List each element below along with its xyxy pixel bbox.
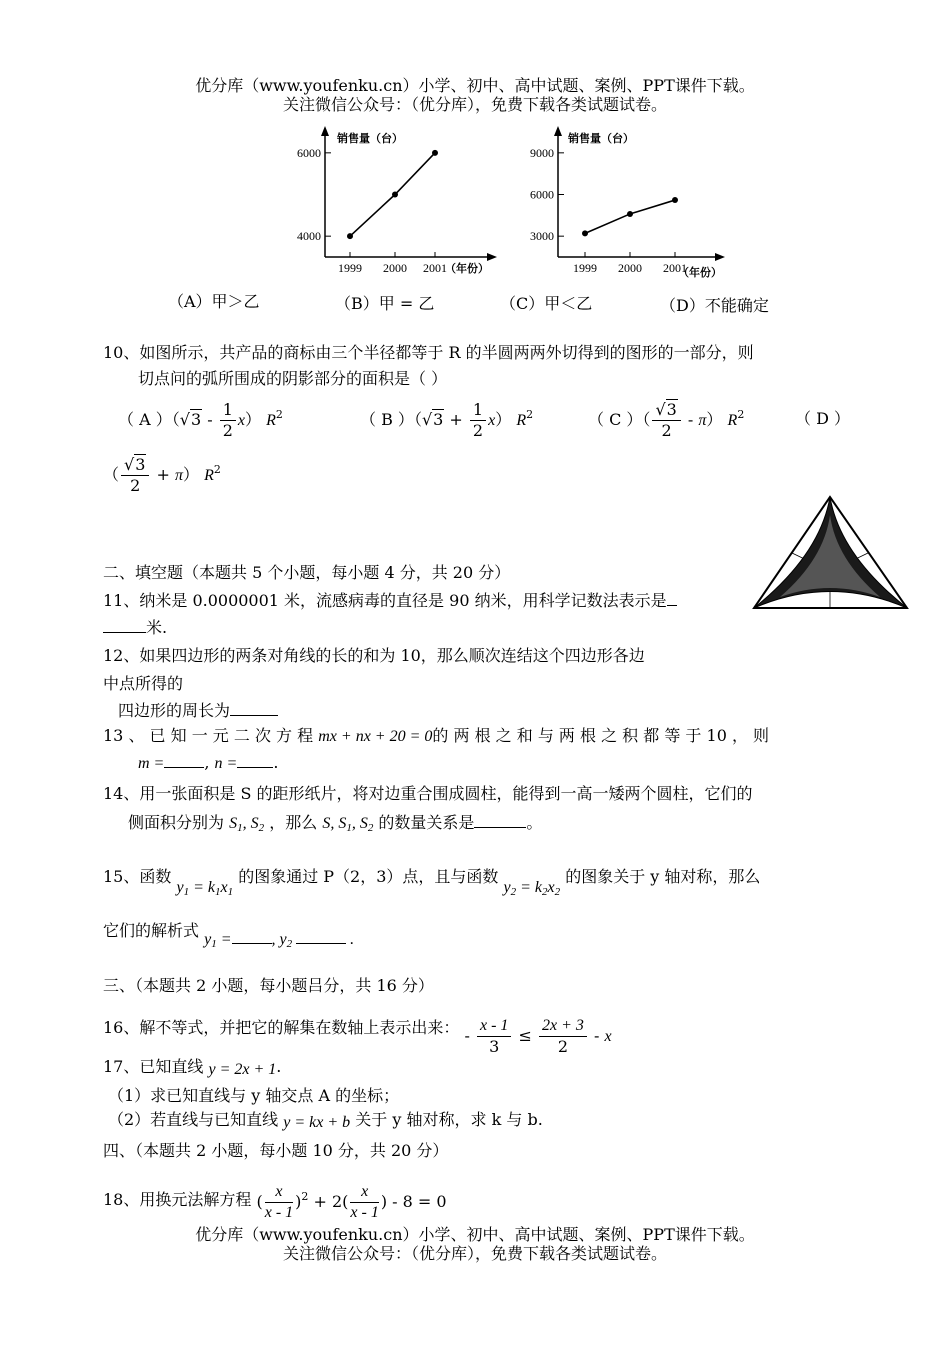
- x-tick-label: 2001: [663, 261, 687, 275]
- fraction: [350, 1182, 378, 1223]
- q14-text: ，那么: [269, 813, 318, 832]
- header-line-2: 关注微信公众号：（优分库），免费下载各类试题试卷。: [282, 95, 667, 114]
- q10-option-b: [360, 400, 533, 441]
- data-point: [347, 233, 353, 239]
- q17-sub-2: [108, 1109, 543, 1132]
- answer-blank[interactable]: [232, 943, 272, 944]
- y-axis-label: 销售量（台）: [568, 132, 634, 145]
- q13-line-1: [103, 725, 769, 748]
- option-label: （ B ）: [360, 410, 414, 429]
- fraction: [265, 1182, 293, 1223]
- q15-line-2: [103, 920, 355, 950]
- numerator: 1: [470, 400, 486, 421]
- x-tick-label: 1999: [573, 261, 597, 275]
- q15-text: 它们的解析式: [103, 921, 200, 940]
- answer-blank[interactable]: [296, 943, 346, 944]
- var-x: x: [237, 412, 246, 429]
- y-axis-arrow: [321, 126, 329, 136]
- q15-text: 15、函数: [103, 867, 172, 886]
- q9-option-b: （B）甲 = 乙: [335, 294, 435, 313]
- exponent: 2: [213, 463, 221, 476]
- numerator: 1: [220, 400, 236, 421]
- q9-option-d: （D）不能确定: [660, 296, 769, 315]
- option-label: （ A ）: [118, 410, 172, 429]
- q10-option-c: [588, 400, 744, 441]
- y-tick-label: 9000: [530, 145, 554, 160]
- denominator: x - 1: [350, 1204, 379, 1221]
- y-axis-label: 销售量（台）: [337, 132, 403, 145]
- answer-blank[interactable]: [230, 715, 278, 716]
- section-3-title: 三、（本题共 2 小题，每小题吕分，共 16 分）: [103, 976, 434, 995]
- numerator: 2x + 3: [539, 1016, 587, 1037]
- q15-text: 的图象通过 P（2，3）点，且与函数: [238, 867, 499, 886]
- q18-text: 18、用换元法解方程: [103, 1190, 252, 1209]
- q12-line-3: [118, 700, 278, 722]
- q15-line-1: [103, 866, 761, 898]
- x-axis-label: （年份）: [678, 266, 722, 279]
- answer-blank-m[interactable]: [164, 767, 204, 768]
- paren: （: [171, 410, 180, 429]
- data-point: [672, 197, 678, 203]
- paren: （: [103, 465, 120, 484]
- y2-eq: $y_2 = k_2x_2$: [503, 879, 561, 898]
- radicand: 3: [433, 410, 444, 429]
- s1-s2: $S_1$, $S_2$: [229, 815, 265, 834]
- var-r: R: [727, 412, 738, 429]
- q10-option-a: [118, 400, 283, 441]
- var-r: R: [204, 467, 214, 484]
- paren: ）: [495, 410, 512, 429]
- q13-text: 13 、 已 知 一 元 二 次 方 程: [103, 726, 314, 745]
- numerator: x: [265, 1182, 293, 1203]
- radicand: 3: [190, 410, 202, 429]
- denominator: 2: [472, 421, 484, 440]
- q18-line: [103, 1180, 447, 1221]
- header-line-1: 优分库（www.youfenku.cn）小学、初中、高中试题、案例、PPT课件下载。: [195, 76, 755, 95]
- q13-text: 的 两 根 之 和 与 两 根 之 积 都 等 于 10 ， 则: [432, 726, 770, 745]
- answer-blank[interactable]: [103, 632, 146, 633]
- x-axis-arrow: [715, 253, 725, 261]
- data-point: [392, 192, 398, 198]
- var-r: R: [266, 412, 276, 429]
- denominator: x - 1: [264, 1204, 294, 1221]
- y-axis-arrow: [554, 126, 562, 136]
- fraction: [121, 455, 149, 496]
- var-m: m =: [138, 755, 165, 772]
- operator: -: [682, 410, 699, 429]
- s-s1-s2: S, $S_1$, $S_2$: [322, 815, 374, 834]
- fraction: [539, 1016, 587, 1057]
- exponent: 2: [737, 408, 745, 421]
- data-point: [627, 211, 633, 217]
- x-tick-label: 2000: [383, 261, 407, 275]
- section-4-title: 四、（本题共 2 小题，每小题 10 分，共 20 分）: [103, 1141, 449, 1160]
- exponent: 2: [275, 408, 283, 421]
- operator: +: [151, 465, 175, 484]
- q17-equation: y = 2x + 1: [208, 1061, 277, 1078]
- q11-line-1: [103, 590, 677, 612]
- x-tick-label: 2001: [423, 261, 447, 275]
- y-tick-label: 6000: [297, 145, 321, 160]
- operator: -: [202, 410, 218, 429]
- paren: （: [413, 410, 422, 429]
- numerator: √3: [652, 400, 680, 421]
- q11-text: 11、纳米是 0.0000001 米，流感病毒的直径是 90 纳米，用科学记数法表示是: [103, 591, 667, 610]
- x-axis-label: （年份）: [445, 262, 489, 275]
- q11-line-2: [103, 617, 167, 639]
- q17-sub-1: （1）求已知直线与 y 轴交点 A 的坐标；: [108, 1086, 400, 1105]
- var-x: x: [488, 412, 496, 429]
- denominator: 2: [222, 421, 233, 440]
- x-tick-label: 2000: [618, 261, 642, 275]
- denominator: 2: [557, 1037, 569, 1056]
- q13-line-2: m = , n = .: [138, 753, 279, 772]
- data-point: [432, 150, 438, 156]
- x-axis-arrow: [487, 253, 497, 261]
- x-tick-label: 1999: [338, 261, 362, 275]
- punct: .: [276, 1057, 282, 1076]
- q14-text: 侧面积分别为: [128, 813, 225, 832]
- q17-text: 17、已知直线: [103, 1057, 204, 1076]
- fraction: [652, 400, 680, 441]
- q10-figure-triangle: [750, 493, 912, 613]
- q17-line-1: [103, 1056, 281, 1079]
- denominator: 3: [489, 1037, 500, 1056]
- option-label: （ C ）: [588, 410, 643, 429]
- data-point: [582, 230, 588, 236]
- q17-equation: y = kx + b: [283, 1114, 351, 1131]
- q14-text: 的数量关系是: [378, 813, 475, 832]
- radicand: 3: [135, 455, 146, 474]
- q10-line-2: 切点问的弧所围成的阴影部分的面积是（ ）: [138, 369, 448, 388]
- operator: +: [444, 410, 468, 429]
- numerator: √3: [121, 455, 149, 476]
- q9-option-c: （C）甲＜乙: [500, 294, 593, 313]
- numerator: x: [350, 1182, 378, 1203]
- pi: π: [174, 467, 183, 484]
- chart-jia: [290, 122, 505, 277]
- sqrt: √3: [421, 410, 444, 429]
- punct: 。: [526, 813, 543, 832]
- q18-equation: ( $\frac{x}{x - 1}$ )$^2$ + 2( $\frac{x}{x - 1}$ ) - 8 = 0: [256, 1183, 447, 1221]
- fraction: [220, 400, 236, 441]
- paren: ）: [183, 465, 200, 484]
- q16-text: 16、解不等式，并把它的解集在数轴上表示出来：: [103, 1018, 460, 1037]
- q12-text: 四边形的周长为: [118, 701, 231, 720]
- q10-option-d-label: （ D ）: [795, 409, 851, 428]
- q16-inequality: - $\frac{x - 1}{3}$ ≤ $\frac{2x + 3}{2}$ - x: [464, 1017, 612, 1056]
- section-2-title: 二、填空题（本题共 5 个小题，每小题 4 分，共 20 分）: [103, 563, 511, 582]
- paren: （: [642, 410, 651, 429]
- chart-yi: [518, 122, 733, 282]
- var-n: n =: [214, 755, 238, 772]
- numerator: x - 1: [477, 1016, 511, 1037]
- q10-line-1: 10、如图所示，共产品的商标由三个半径都等于 R 的半圆两两外切得到的图形的一部分，则: [103, 343, 754, 362]
- answer-blank-n[interactable]: [237, 767, 273, 768]
- q17-text: （2）若直线与已知直线: [108, 1110, 279, 1129]
- denominator: 2: [130, 476, 141, 495]
- denominator: 2: [661, 421, 672, 440]
- paren: ）: [245, 410, 262, 429]
- pi: π: [698, 412, 707, 429]
- answer-blank[interactable]: [667, 605, 677, 606]
- y1-answer: $y_1$ = , $y_2$ .: [204, 931, 355, 950]
- sqrt: √3: [179, 410, 202, 429]
- footer-line-1: 优分库（www.youfenku.cn）小学、初中、高中试题、案例、PPT课件下载。: [195, 1225, 755, 1244]
- q14-line-1: 14、用一张面积是 S 的距形纸片，将对边重合围成圆柱，能得到一高一矮两个圆柱，它们的: [103, 784, 753, 803]
- y-tick-label: 6000: [530, 187, 554, 202]
- q13-equation: mx + nx + 20 = 0: [318, 728, 433, 745]
- exponent: 2: [526, 408, 534, 421]
- y-tick-label: 3000: [530, 229, 554, 244]
- shaded-region-texture: [780, 515, 880, 597]
- y1-eq: $y_1 = k_1x_1$: [176, 879, 234, 898]
- punct: .: [273, 753, 279, 772]
- fraction: [470, 400, 486, 441]
- q11-unit: 米.: [146, 618, 168, 637]
- answer-blank[interactable]: [474, 827, 526, 828]
- radicand: 3: [666, 400, 677, 419]
- q17-text: 关于 y 轴对称，求 k 与 b.: [355, 1110, 543, 1129]
- fraction: [477, 1016, 511, 1057]
- q12-line-2: 中点所得的: [103, 674, 184, 693]
- punct: .: [350, 931, 355, 948]
- q14-line-2: [128, 812, 542, 839]
- q10-option-d: [103, 455, 221, 496]
- paren: ）: [706, 410, 723, 429]
- q15-text: 的图象关于 y 轴对称，那么: [565, 867, 761, 886]
- q16-line: [103, 1008, 612, 1056]
- var-r: R: [516, 412, 527, 429]
- q12-line-1: 12、如果四边形的两条对角线的长的和为 10，那么顺次连结这个四边形各边: [103, 646, 645, 665]
- y-tick-label: 4000: [297, 229, 321, 244]
- footer-line-2: 关注微信公众号：（优分库），免费下载各类试题试卷。: [282, 1244, 667, 1263]
- q9-option-a: （A）甲＞乙: [168, 292, 260, 311]
